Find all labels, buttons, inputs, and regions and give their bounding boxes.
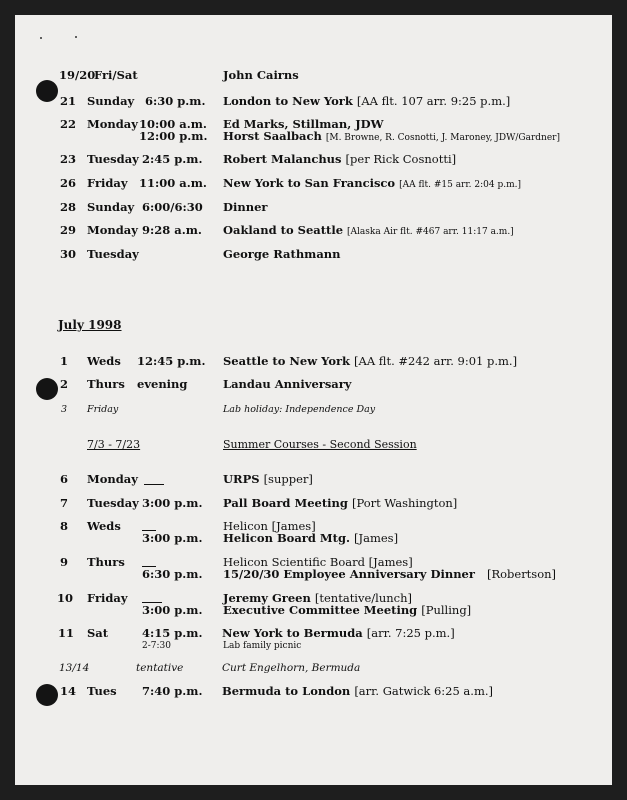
entry-day: Tuesday <box>87 247 139 261</box>
entry-event: Lab family picnic <box>223 641 302 651</box>
entry-time: 6:00/6:30 <box>142 200 203 214</box>
entry-day: Monday <box>87 117 138 131</box>
entry-date: 8 <box>60 519 69 533</box>
entry-event: New York to Bermuda [arr. 7:25 p.m.] <box>222 626 455 640</box>
entry-event: URPS [supper] <box>223 472 313 486</box>
entry-event: John Cairns <box>223 68 299 82</box>
entry-event: Oakland to Seattle [Alaska Air flt. #467 arr. 11:17 a.m.] <box>223 223 514 237</box>
entry-time: 2:45 p.m. <box>142 152 203 166</box>
entry-time: 2-7:30 <box>142 641 171 651</box>
entry-event: Robert Malanchus [per Rick Cosnotti] <box>223 152 457 166</box>
entry-day: Friday <box>87 176 128 190</box>
entry-date: 3 <box>61 404 68 415</box>
entry-event: Landau Anniversary <box>223 377 352 391</box>
entry-time: 6:30 p.m. <box>145 94 206 108</box>
entry-day: Friday <box>87 591 128 605</box>
entry-date: 28 <box>60 200 77 214</box>
entry-time: evening <box>137 377 188 391</box>
entry-time: 7:40 p.m. <box>142 684 203 698</box>
entry-event: Seattle to New York [AA flt. #242 arr. 9:01 p.m.] <box>223 354 518 368</box>
entry-event: Helicon Board Mtg. [James] <box>223 531 399 545</box>
entry-date: 22 <box>60 117 77 131</box>
entry-time: 10:00 a.m. <box>139 117 207 131</box>
entry-date: 14 <box>60 684 77 698</box>
entry-date: 19/20 <box>59 68 96 82</box>
entry-time: 3:00 p.m. <box>142 603 203 617</box>
entry-date-range: 7/3 - 7/23 <box>87 438 141 451</box>
entry-day: Tues <box>87 684 117 698</box>
entry-event: Summer Courses - Second Session <box>223 438 417 451</box>
entry-event: Jeremy Green [tentative/lunch] <box>223 591 412 605</box>
entry-day: tentative <box>136 662 184 674</box>
punch-hole <box>36 80 58 102</box>
entry-date: 29 <box>60 223 77 237</box>
entry-date: 2 <box>60 377 69 391</box>
entry-time: 4:15 p.m. <box>142 626 203 640</box>
document-page <box>15 15 612 785</box>
entry-time: 6:30 p.m. <box>142 567 203 581</box>
entry-day: Weds <box>87 519 121 533</box>
entry-day: Fri/Sat <box>94 68 138 82</box>
entry-event: New York to San Francisco [AA flt. #15 arr. 2:04 p.m.] <box>223 176 521 190</box>
speck <box>75 36 77 38</box>
entry-day: Monday <box>87 472 138 486</box>
entry-event: Horst Saalbach [M. Browne, R. Cosnotti, J. Maroney, JDW/Gardner] <box>223 129 560 143</box>
speck <box>40 37 42 39</box>
entry-date: 30 <box>60 247 77 261</box>
entry-date: 13/14 <box>59 662 90 674</box>
entry-time: 3:00 p.m. <box>142 496 203 510</box>
entry-date: 9 <box>60 555 69 569</box>
entry-date: 26 <box>60 176 77 190</box>
entry-time: 12:45 p.m. <box>137 354 206 368</box>
entry-event: London to New York [AA flt. 107 arr. 9:25 p.m.] <box>223 94 511 108</box>
entry-event: 15/20/30 Employee Anniversary Dinner [Robertson] <box>223 567 557 581</box>
entry-day: Monday <box>87 223 138 237</box>
entry-date: 6 <box>60 472 69 486</box>
entry-date: 11 <box>58 626 75 640</box>
entry-time: 9:28 a.m. <box>142 223 202 237</box>
entry-day: Sunday <box>87 94 135 108</box>
entry-day: Sat <box>87 626 109 640</box>
entry-day: Weds <box>87 354 121 368</box>
time-blank <box>144 484 164 485</box>
entry-date: 7 <box>60 496 69 510</box>
entry-event: Dinner <box>223 200 268 214</box>
entry-event: Curt Engelhorn, Bermuda <box>222 662 361 674</box>
entry-day: Sunday <box>87 200 135 214</box>
punch-hole <box>36 684 58 706</box>
entry-date: 1 <box>60 354 69 368</box>
punch-hole <box>36 378 58 400</box>
entry-event: Pall Board Meeting [Port Washington] <box>223 496 458 510</box>
entry-day: Tuesday <box>87 496 139 510</box>
month-heading: July 1998 <box>58 318 122 332</box>
entry-date: 10 <box>57 591 74 605</box>
entry-event: Helicon [James] <box>223 519 316 533</box>
entry-event: Executive Committee Meeting [Pulling] <box>223 603 472 617</box>
entry-day: Tuesday <box>87 152 139 166</box>
entry-event: George Rathmann <box>223 247 341 261</box>
entry-event: Ed Marks, Stillman, JDW <box>223 117 384 131</box>
entry-day: Friday <box>87 404 119 415</box>
entry-date: 21 <box>60 94 77 108</box>
entry-time: 3:00 p.m. <box>142 531 203 545</box>
entry-date: 23 <box>60 152 77 166</box>
entry-day: Thurs <box>87 377 125 391</box>
entry-day: Thurs <box>87 555 125 569</box>
entry-event: Lab holiday: Independence Day <box>223 404 376 415</box>
entry-event: Bermuda to London [arr. Gatwick 6:25 a.m.] <box>222 684 493 698</box>
entry-time: 11:00 a.m. <box>139 176 207 190</box>
entry-event: Helicon Scientific Board [James] <box>223 555 413 569</box>
entry-time: 12:00 p.m. <box>139 129 208 143</box>
